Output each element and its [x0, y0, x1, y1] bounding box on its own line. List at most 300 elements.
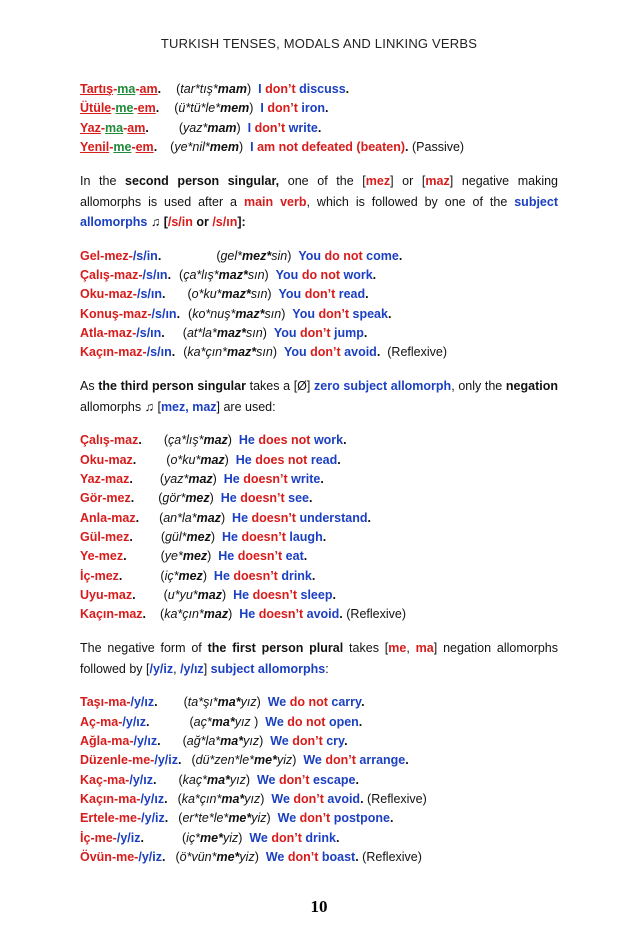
pronunciation: ta*şı*	[187, 695, 218, 710]
translation-negation: doesn’t	[258, 607, 304, 622]
translation-verb: defeated (beaten)	[301, 139, 406, 154]
pronunciation: yiz	[276, 753, 293, 768]
period: .	[129, 529, 133, 544]
section-first-person-singular	[80, 80, 558, 157]
example-line: Yaz-maz. (yaz*maz) He doesn’t write.	[80, 472, 324, 487]
pronunciation: ça*lış*	[168, 433, 204, 448]
text: ] negation allomorphs followed by [	[80, 641, 559, 676]
pronunciation: sın	[256, 345, 273, 360]
allomorph: me	[388, 641, 407, 656]
negation-suffix: -ma-	[114, 791, 141, 806]
pronunciation: yız	[244, 791, 261, 806]
translation-verb: read	[310, 452, 338, 467]
translation-verb: boast	[321, 849, 356, 864]
translation-verb: jump	[334, 325, 364, 340]
pronunciation-stress: mez	[178, 568, 203, 583]
translation-verb: read	[338, 287, 366, 302]
paren: )	[249, 101, 254, 116]
translation-verb: laugh	[289, 529, 323, 544]
pronunciation: gör*	[162, 491, 186, 506]
text: :	[325, 661, 329, 676]
period: .	[161, 287, 166, 302]
verb-root: Yaz	[80, 120, 101, 135]
pronunciation: yaz*	[164, 472, 189, 487]
pronunciation: ü*tü*le*	[178, 101, 221, 116]
translation-verb: avoid	[306, 607, 340, 622]
translation-negation: am not	[257, 139, 299, 154]
paragraph-first-person-plural	[80, 638, 558, 679]
term: main verb	[243, 194, 307, 209]
hyphen: -	[109, 139, 114, 154]
period: .	[317, 120, 322, 135]
verb-root: Düzenle	[80, 753, 128, 768]
translation-verb: work	[343, 267, 373, 282]
translation-subject: We	[270, 734, 289, 749]
subject-suffix: /y/ız	[140, 791, 165, 806]
pronunciation: o*ku*	[170, 452, 201, 467]
text-bold: the first person plural	[207, 641, 344, 656]
example-line	[80, 99, 558, 118]
text: ,	[406, 641, 416, 656]
translation-verb: open	[328, 714, 359, 729]
translation-negation: don’t	[310, 345, 341, 360]
term: zero subject allomorph	[314, 379, 452, 394]
section-second-person-singular	[80, 247, 558, 363]
translation-negation: does not	[255, 452, 308, 467]
text: , which is followed by one of the	[306, 194, 515, 209]
section-third-person-singular	[80, 431, 558, 624]
negation-suffix: ma	[105, 120, 124, 135]
period: .	[155, 101, 160, 116]
allomorph: maz	[425, 174, 450, 189]
hyphen: -	[131, 139, 136, 154]
pronunciation: sın	[250, 287, 268, 302]
translation-verb: see	[288, 491, 310, 506]
example-line: Oku-maz-/s/ın. (o*ku*maz*sın) You don’t read.	[80, 287, 369, 302]
period: .	[157, 734, 161, 749]
pronunciation: at*la*	[186, 325, 217, 340]
pronunciation: ağ*la*	[186, 734, 221, 749]
pronunciation: dü*zen*le*	[195, 753, 255, 768]
pronunciation-stress: maz*	[221, 287, 251, 302]
verb-root: Atla	[80, 325, 104, 340]
period: .	[142, 607, 147, 622]
negation-suffix: me	[115, 101, 134, 116]
pronunciation-stress: me*	[228, 811, 252, 826]
text-bold: negation	[505, 379, 558, 394]
period: .	[118, 568, 123, 583]
pronunciation-stress: ma*	[211, 714, 235, 729]
translation-negation: do not	[324, 248, 363, 263]
pronunciation-stress: mez	[185, 491, 210, 506]
page-content	[80, 80, 558, 867]
paren: (	[178, 120, 184, 135]
pronunciation: yız	[240, 695, 257, 710]
example-line: Oku-maz. (o*ku*maz) He does not read.	[80, 452, 341, 467]
verb-root: Yenil	[80, 139, 110, 154]
example-line: Kaçın-ma-/y/ız. (ka*çın*ma*yız) We don’t avoid. (Reflexive)	[80, 791, 427, 806]
verb-root: Aç	[80, 714, 96, 729]
period: .	[129, 472, 133, 487]
translation-verb: come	[366, 248, 399, 263]
translation-subject: He	[232, 510, 249, 525]
pronunciation: ö*vün*	[179, 849, 217, 864]
subject-suffix: /y/ız	[133, 734, 158, 749]
period: .	[153, 139, 158, 154]
verb-root: Oku	[80, 287, 105, 302]
translation-subject: You	[278, 287, 302, 302]
example-line: Ertele-me-/y/iz. (er*te*le*me*yiz) We don’t postpone.	[80, 811, 394, 826]
pronunciation-stress: mem	[220, 101, 250, 116]
negation-suffix: -mez-	[100, 248, 133, 263]
translation-verb: eat	[285, 549, 304, 564]
text: ,	[173, 661, 181, 676]
subject-suffix: am	[139, 82, 158, 96]
negation-suffix: -mez	[102, 491, 131, 506]
pronunciation-stress: me*	[254, 753, 277, 768]
subject-suffix: /s/in	[132, 248, 158, 263]
negation-suffix: -mez	[94, 549, 124, 564]
example-line: Uyu-maz. (u*yu*maz) He doesn’t sleep.	[80, 587, 336, 602]
translation-subject: He	[220, 491, 237, 506]
pronunciation: ka*çın*	[187, 345, 227, 360]
verb-root: Gül	[80, 529, 101, 544]
text: ]:	[237, 215, 246, 230]
pronunciation: yız	[229, 772, 246, 787]
negation-suffix: -me-	[127, 753, 155, 768]
verb-root: Yaz	[80, 472, 101, 487]
example-line: Kaçın-maz-/s/ın. (ka*çın*maz*sın) You don’t avoid. (Reflexive)	[80, 345, 448, 360]
period: .	[152, 772, 157, 787]
negation-suffix: -ma-	[104, 695, 131, 710]
translation-subject: We	[265, 714, 284, 729]
translation-negation: don’t	[299, 811, 331, 826]
allomorph: /y/iz	[149, 661, 174, 676]
negation-suffix: -maz	[104, 452, 133, 467]
period: .	[345, 82, 350, 96]
text: ] negative making allomorphs is used after a	[80, 174, 559, 209]
pronunciation: er*te*le*	[182, 811, 229, 826]
hyphen: -	[133, 101, 138, 116]
period: .	[138, 433, 142, 448]
verb-root: Ütüle	[80, 101, 112, 116]
subject-suffix: /s/ın	[151, 306, 177, 321]
term: subject allomorphs	[80, 194, 558, 230]
pronunciation: an*la*	[163, 510, 197, 525]
paren: )	[238, 139, 244, 154]
negation-suffix: -me-	[114, 811, 142, 826]
subject-suffix: /y/iz	[154, 753, 178, 768]
pronunciation: yiz	[222, 830, 239, 845]
translation-subject: He	[223, 472, 240, 487]
pronunciation: sin	[271, 248, 288, 263]
subject-suffix: /y/iz	[141, 811, 165, 826]
period: .	[164, 791, 168, 806]
verb-root: İç	[80, 830, 91, 845]
translation-negation: don’t	[304, 287, 336, 302]
translation-verb: arrange	[359, 753, 406, 768]
period: .	[177, 753, 182, 768]
text: ]	[203, 661, 211, 676]
translation-verb: postpone	[333, 811, 390, 826]
translation-verb: drink	[305, 830, 336, 845]
term: subject allomorphs	[210, 661, 326, 676]
text: , only the	[451, 379, 506, 394]
period: .	[145, 120, 149, 135]
text: ] are used:	[216, 399, 276, 414]
pronunciation-stress: maz	[196, 510, 221, 525]
period: .	[140, 830, 144, 845]
negation-suffix: -maz-	[103, 325, 137, 340]
example-line: Gör-mez. (gör*mez) He doesn’t see.	[80, 491, 313, 506]
period: .	[176, 306, 181, 321]
translation-subject: He	[235, 452, 252, 467]
verb-root: Gel	[80, 248, 101, 263]
period: .	[135, 510, 140, 525]
pronunciation: u*yu*	[167, 587, 198, 602]
text-bold: the third person singular	[98, 379, 246, 394]
negation-suffix: -maz-	[118, 306, 152, 321]
pronunciation-stress: mez*	[242, 248, 272, 263]
paragraph-second-person	[80, 171, 558, 233]
pronunciation-stress: maz	[203, 433, 228, 448]
negation-suffix: -mez	[90, 568, 119, 583]
note: (Reflexive)	[387, 345, 448, 360]
pronunciation-stress: maz*	[216, 325, 247, 340]
translation-verb: write	[291, 472, 321, 487]
subject-suffix: am	[127, 120, 146, 135]
translation-subject: We	[249, 830, 268, 845]
subject-suffix: /s/ın	[136, 325, 162, 340]
translation-verb: speak	[352, 306, 388, 321]
pronunciation-stress: mem	[209, 139, 239, 154]
example-line: Aç-ma-/y/ız. (aç*ma*yız ) We do not open.	[80, 714, 363, 729]
allomorph: mez	[365, 174, 391, 189]
translation-subject: I	[260, 101, 264, 116]
period: .	[146, 714, 150, 729]
translation-negation: do not	[289, 695, 328, 710]
text: takes a [Ø]	[245, 379, 315, 394]
translation-negation: don’t	[279, 772, 310, 787]
negation-suffix: ma	[117, 82, 136, 96]
negation-suffix: -maz	[103, 587, 133, 602]
verb-root: Kaçın	[80, 345, 115, 360]
allomorph: /s/in	[167, 215, 193, 230]
negation-suffix: -maz	[114, 607, 143, 622]
verb-root: Kaçın	[80, 607, 115, 622]
pronunciation: yiz	[251, 811, 267, 826]
pronunciation-stress: ma*	[217, 695, 241, 710]
negation-suffix: me	[113, 139, 132, 154]
translation-negation: don’t	[318, 306, 350, 321]
pronunciation-stress: mez	[182, 549, 208, 564]
pronunciation: sın	[247, 267, 265, 282]
pronunciation-stress: maz*	[218, 267, 248, 282]
translation-negation: doesn’t	[233, 568, 278, 583]
pronunciation-stress: me*	[200, 830, 223, 845]
hyphen: -	[100, 120, 106, 135]
verb-root: Çalış	[80, 267, 110, 282]
period: .	[157, 82, 162, 96]
example-line	[80, 119, 558, 138]
pronunciation: yaz*	[183, 120, 208, 135]
pronunciation: yiz	[239, 849, 255, 864]
example-line: Düzenle-me-/y/iz. (dü*zen*le*me*yiz) We don’t arrange.	[80, 753, 409, 768]
period: .	[154, 695, 158, 710]
negation-suffix: -ma-	[102, 772, 130, 787]
translation-verb: drink	[281, 568, 312, 583]
pronunciation: iç*	[164, 568, 179, 583]
subject-suffix: /s/ın	[136, 287, 162, 302]
translation-subject: He	[233, 587, 250, 602]
translation-verb: write	[288, 120, 318, 135]
example-line: İç-me-/y/iz. (iç*me*yiz) We don’t drink.	[80, 830, 340, 845]
translation-negation: doesn’t	[240, 491, 285, 506]
pronunciation-stress: ma*	[206, 772, 230, 787]
translation-verb: avoid	[344, 345, 377, 360]
subject-suffix: /y/iz	[138, 849, 162, 864]
example-line: Taşı-ma-/y/ız. (ta*şı*ma*yız) We do not carry.	[80, 695, 365, 710]
page-number: 10	[310, 897, 328, 916]
negation-suffix: -maz-	[114, 345, 147, 360]
pronunciation: sın	[264, 306, 282, 321]
example-line: Kaçın-maz. (ka*çın*maz) He doesn’t avoid. (Reflexive)	[80, 607, 407, 622]
period: .	[405, 139, 409, 154]
period: .	[171, 345, 176, 360]
text: As	[80, 379, 99, 394]
translation-subject: He	[239, 607, 256, 622]
hyphen: -	[123, 120, 128, 135]
verb-root: Övün	[80, 849, 112, 864]
pronunciation-stress: maz	[197, 587, 222, 602]
translation-subject: We	[277, 811, 297, 826]
paren: (	[174, 101, 179, 116]
translation-subject: You	[292, 306, 315, 321]
pronunciation: ye*	[164, 549, 183, 564]
translation-subject: He	[221, 529, 238, 544]
period: .	[123, 549, 127, 564]
negation-suffix: -ma-	[107, 734, 134, 749]
pronunciation-stress: mam	[217, 82, 247, 96]
verb-root: Ağla	[80, 734, 108, 749]
allomorph: mez, maz	[160, 399, 217, 414]
translation-negation: don’t	[325, 753, 356, 768]
pronunciation: o*ku*	[191, 287, 222, 302]
translation-subject: We	[267, 695, 287, 710]
pronunciation: iç*	[186, 830, 201, 845]
negation-suffix: -maz	[107, 510, 136, 525]
negation-suffix: -maz-	[109, 267, 143, 282]
translation-negation: doesn’t	[241, 529, 286, 544]
verb-root: Gör	[80, 491, 103, 506]
translation-subject: We	[303, 753, 322, 768]
subject-suffix: /y/ız	[130, 695, 155, 710]
translation-verb: carry	[331, 695, 362, 710]
example-line: Çalış-maz. (ça*lış*maz) He does not work.	[80, 433, 347, 448]
paren: (	[170, 139, 175, 154]
subject-suffix: /y/ız	[129, 772, 153, 787]
section-first-person-plural	[80, 693, 558, 867]
pronunciation: ko*nuş*	[192, 306, 236, 321]
translation-negation: do not	[287, 714, 326, 729]
pronunciation-stress: maz	[200, 452, 225, 467]
pronunciation: yız	[243, 734, 260, 749]
translation-subject: I	[258, 82, 262, 96]
verb-root: Konuş	[80, 306, 119, 321]
verb-root: Ye	[80, 549, 95, 564]
negation-suffix: -maz	[109, 433, 139, 448]
verb-root: Tartış	[80, 82, 114, 96]
negation-suffix: -maz	[100, 472, 130, 487]
translation-subject: He	[238, 433, 255, 448]
translation-verb: discuss	[299, 82, 346, 96]
example-line: Övün-me-/y/iz. (ö*vün*me*yiz) We don’t boast. (Reflexive)	[80, 849, 422, 864]
translation-subject: I	[250, 139, 254, 154]
pronunciation-stress: maz*	[235, 306, 265, 321]
example-line	[80, 80, 558, 99]
translation-subject: You	[273, 325, 297, 340]
translation-negation: doesn’t	[237, 549, 283, 564]
period: .	[132, 452, 137, 467]
subject-suffix: em	[135, 139, 154, 154]
translation-verb: iron	[301, 101, 326, 116]
hyphen: -	[113, 82, 118, 96]
period: .	[132, 587, 136, 602]
translation-subject: We	[271, 791, 290, 806]
translation-negation: doesn’t	[243, 472, 288, 487]
translation-negation: don’t	[267, 101, 298, 116]
translation-negation: don’t	[287, 849, 319, 864]
translation-negation: don’t	[265, 82, 296, 96]
period: .	[130, 491, 135, 506]
translation-negation: don’t	[292, 734, 323, 749]
pronunciation-stress: mez	[186, 529, 211, 544]
example-line: Gül-mez. (gül*mez) He doesn’t laugh.	[80, 529, 327, 544]
verb-root: Oku	[80, 452, 105, 467]
period: .	[167, 267, 172, 282]
period: .	[157, 248, 162, 263]
paren: (	[176, 82, 181, 96]
translation-verb: work	[313, 433, 344, 448]
text: allomorphs ♫ [	[80, 399, 161, 414]
translation-negation: does not	[258, 433, 311, 448]
text: In the	[80, 174, 126, 189]
pronunciation: gül*	[164, 529, 187, 544]
text: ] or [	[390, 174, 426, 189]
negation-suffix: -ma-	[95, 714, 123, 729]
translation-subject: I	[247, 120, 252, 135]
translation-subject: We	[265, 849, 285, 864]
translation-verb: understand	[299, 510, 368, 525]
note: (Reflexive)	[362, 849, 422, 864]
period: .	[161, 325, 165, 340]
pronunciation: ye*nil*	[174, 139, 210, 154]
text: one of the [	[279, 174, 366, 189]
translation-verb: sleep	[300, 587, 333, 602]
verb-root: Anla	[80, 510, 108, 525]
translation-verb: escape	[313, 772, 356, 787]
translation-subject: You	[298, 248, 321, 263]
verb-root: Uyu	[80, 587, 104, 602]
pronunciation: gel*	[220, 248, 243, 263]
text: or	[192, 215, 213, 230]
translation-negation: don’t	[271, 830, 302, 845]
period: .	[325, 101, 329, 116]
example-line: Ye-mez. (ye*mez) He doesn’t eat.	[80, 549, 308, 564]
translation-negation: doesn’t	[251, 510, 296, 525]
verb-root: Ertele	[80, 811, 115, 826]
pronunciation-stress: ma*	[220, 734, 244, 749]
